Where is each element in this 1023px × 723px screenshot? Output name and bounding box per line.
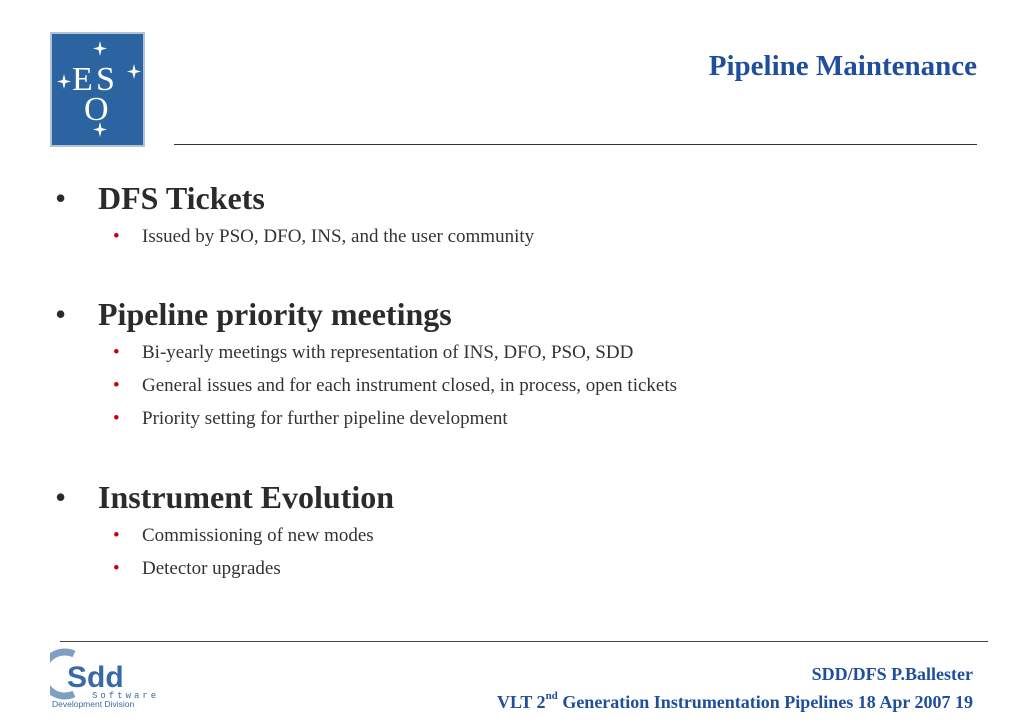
sdd-logo	[50, 648, 165, 710]
section-heading	[55, 294, 452, 334]
section-heading-text: DFS Tickets	[98, 180, 265, 216]
footer-divider	[60, 641, 988, 642]
sub-bullet: •	[113, 226, 120, 247]
slide-title: Pipeline Maintenance	[708, 50, 977, 82]
sub-bullet: •	[113, 342, 120, 363]
section-heading	[55, 178, 265, 218]
eso-logo-letter-e: E	[72, 61, 93, 98]
list-item	[113, 524, 374, 557]
section-heading-text: Instrument Evolution	[98, 479, 395, 515]
list-item	[113, 557, 374, 590]
sub-bullet: •	[113, 375, 120, 396]
section-heading	[55, 477, 394, 517]
list-item-text: Commissioning of new modes	[142, 525, 374, 546]
eso-logo	[50, 32, 145, 147]
bullet: •	[55, 296, 67, 332]
list-item-text: Priority setting for further pipeline development	[142, 408, 508, 429]
bullet: •	[55, 180, 67, 216]
footer-event-sup: nd	[545, 690, 558, 702]
footer-author: SDD/DFS P.Ballester	[811, 664, 973, 684]
bullet: •	[55, 479, 67, 515]
list-item	[113, 374, 677, 407]
sdd-logo-text: Sdd	[67, 661, 124, 694]
list-item-text: Detector upgrades	[142, 558, 281, 579]
list-item	[113, 341, 677, 374]
list-item-text: Issued by PSO, DFO, INS, and the user community	[142, 226, 535, 247]
footer-event	[497, 688, 973, 716]
title-divider	[174, 144, 977, 145]
sdd-logo-software: Software	[92, 691, 160, 701]
footer-event-suffix: Generation Instrumentation Pipelines 18 Apr 2007 19	[557, 692, 973, 712]
footer-text	[497, 660, 973, 716]
eso-logo-letter-o: O	[84, 91, 109, 128]
section-heading-text: Pipeline priority meetings	[98, 296, 452, 332]
eso-logo-letter-s: S	[96, 61, 115, 98]
list-item-text: Bi-yearly meetings with representation of INS, DFO, PSO, SDD	[142, 342, 634, 363]
sub-list	[113, 225, 534, 258]
footer-event-prefix: VLT 2	[497, 692, 546, 712]
sub-list	[113, 341, 677, 440]
sub-bullet: •	[113, 558, 120, 579]
list-item-text: General issues and for each instrument closed, in process, open tickets	[142, 375, 678, 396]
list-item	[113, 225, 534, 258]
sdd-logo-division: Development Division	[52, 699, 135, 709]
sub-bullet: •	[113, 525, 120, 546]
list-item	[113, 407, 677, 440]
sub-bullet: •	[113, 408, 120, 429]
sub-list	[113, 524, 374, 590]
